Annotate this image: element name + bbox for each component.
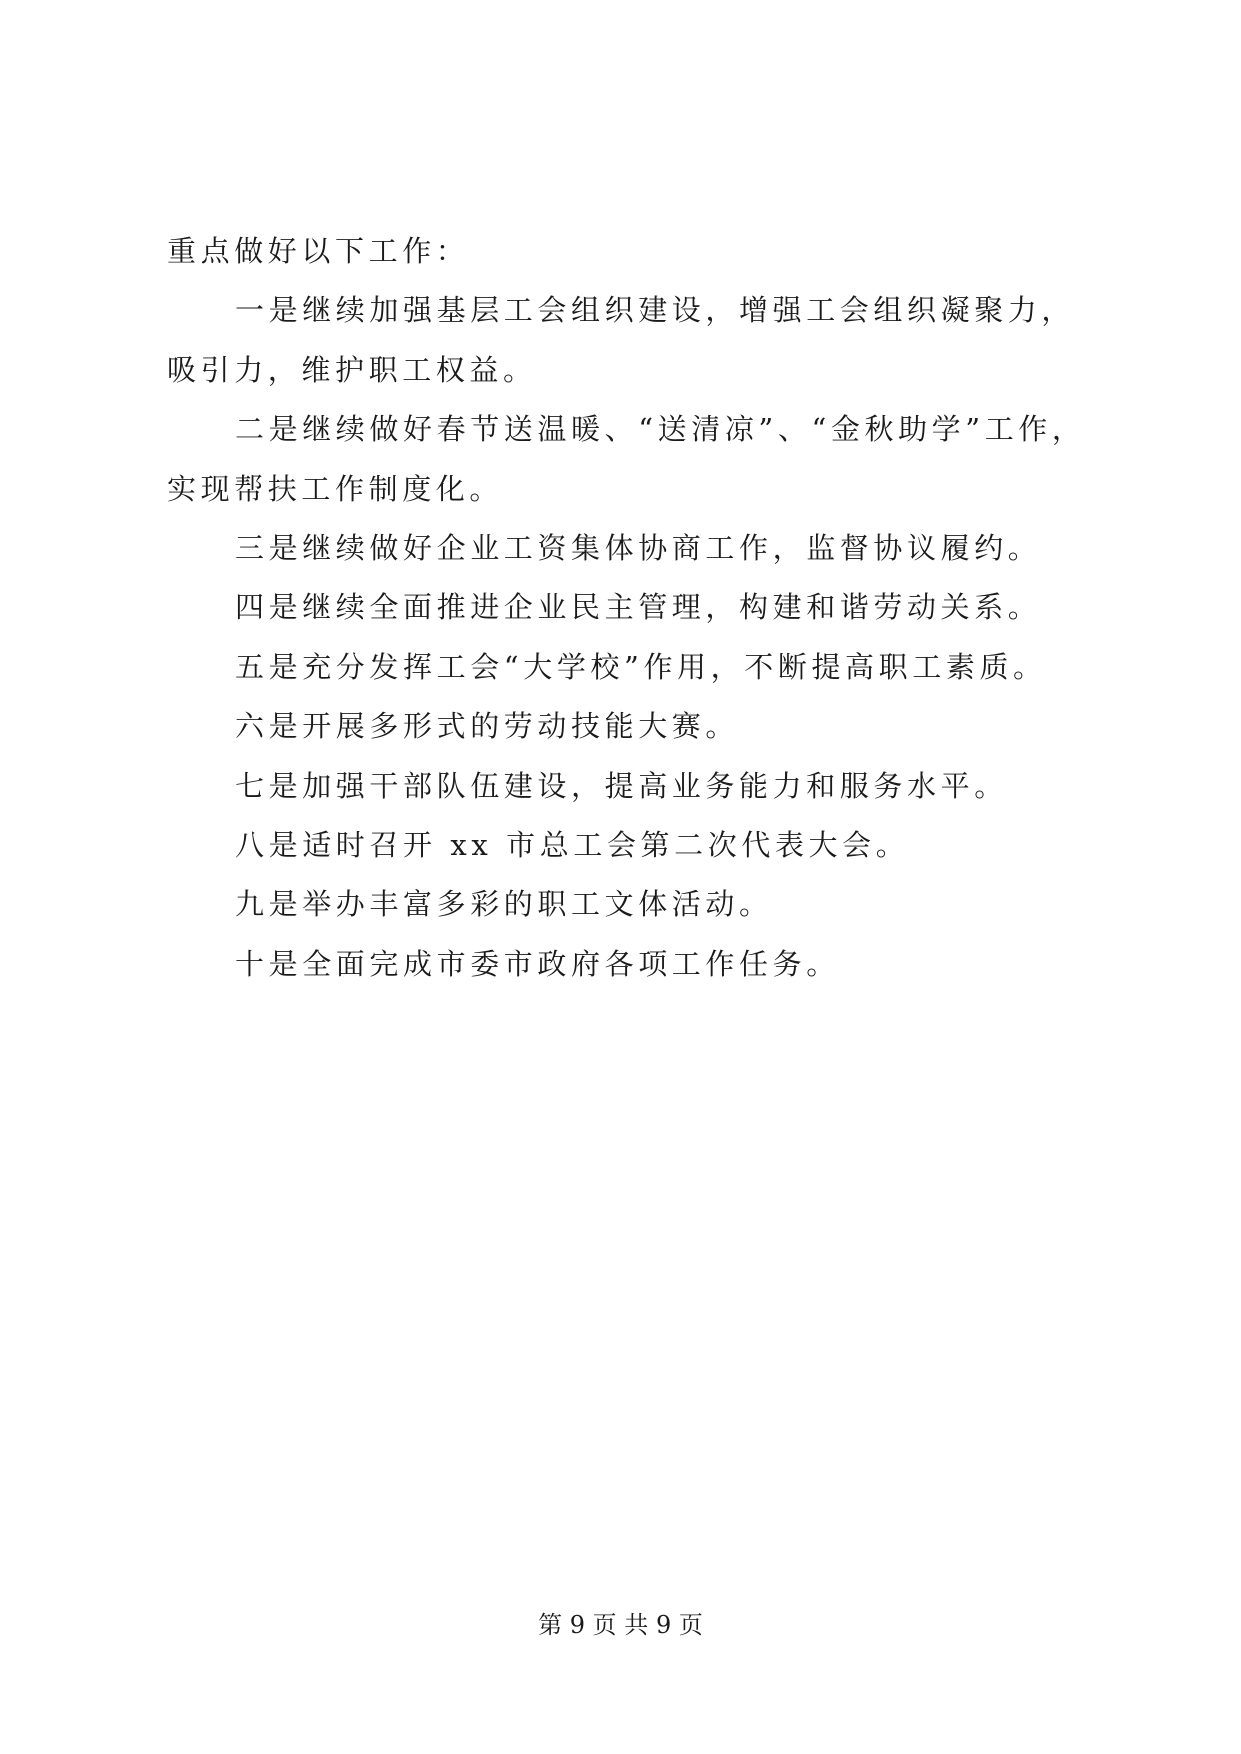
paragraph-item-9: 九是举办丰富多彩的职工文体活动。 xyxy=(235,887,773,922)
paragraph-item-10: 十是全面完成市委市政府各项工作任务。 xyxy=(235,946,840,981)
paragraph-item-5: 五是充分发挥工会“大学校”作用，不断提高职工素质。 xyxy=(235,649,1047,684)
paragraph-item-6: 六是开展多形式的劳动技能大赛。 xyxy=(235,709,740,744)
paragraph-item-7: 七是加强干部队伍建设，提高业务能力和服务水平。 xyxy=(235,768,1008,803)
paragraph-item-8: 八是适时召开 xx 市总工会第二次代表大会。 xyxy=(235,828,910,863)
paragraph-intro: 重点做好以下工作： xyxy=(167,234,470,268)
page-number-footer: 第 9 页 共 9 页 xyxy=(538,1611,703,1639)
paragraph-item-2: 二是继续做好春节送温暖、“送清凉”、“金秋助学”工作，实现帮扶工作制度化。 xyxy=(167,412,1086,506)
paragraph-item-1: 一是继续加强基层工会组织建设，增强工会组织凝聚力，吸引力，维护职工权益。 xyxy=(167,293,1076,387)
document-body xyxy=(167,222,1095,994)
paragraph-item-4: 四是继续全面推进企业民主管理，构建和谐劳动关系。 xyxy=(235,590,1042,625)
paragraph-item-3: 三是继续做好企业工资集体协商工作，监督协议履约。 xyxy=(235,531,1042,566)
